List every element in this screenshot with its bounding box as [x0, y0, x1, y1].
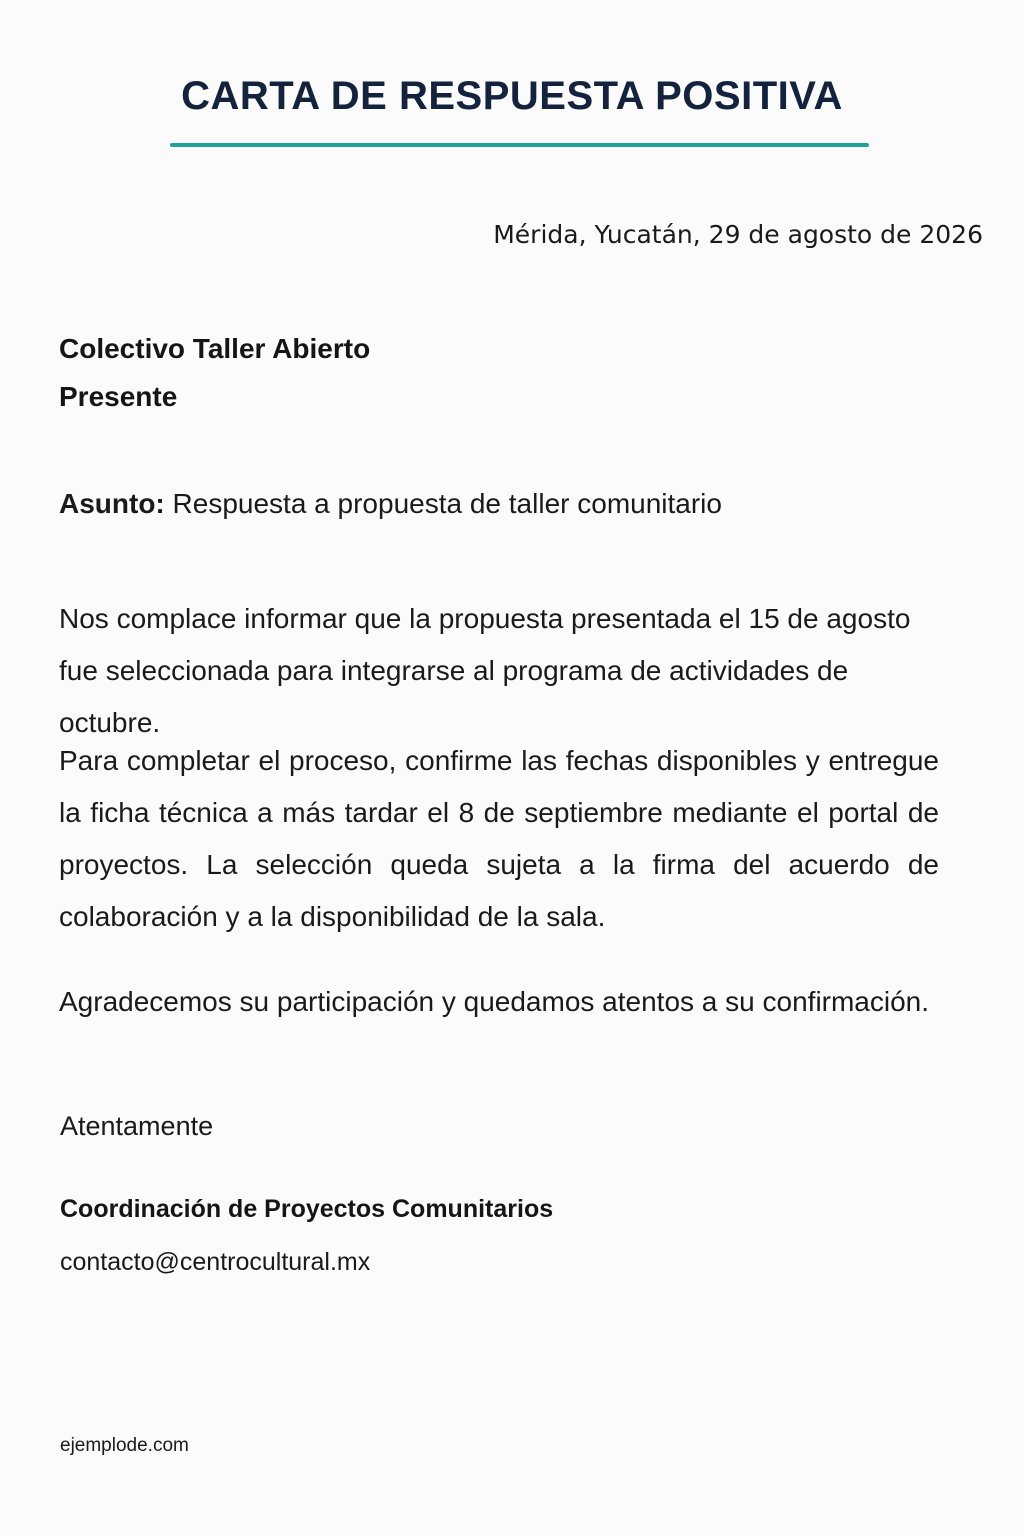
recipient-name: Colectivo Taller Abierto	[59, 333, 371, 364]
subject-line	[59, 484, 722, 524]
title-underline-rule	[170, 143, 869, 147]
recipient-salutation: Presente	[59, 381, 178, 412]
body-paragraph-3: Agradecemos su participación y quedamos atentos a su confirmación.	[59, 986, 930, 1017]
subject-text: Respuesta a propuesta de taller comunitario	[164, 488, 722, 519]
recipient-block	[59, 325, 370, 421]
subject-label: Asunto:	[59, 488, 165, 519]
place-date: Mérida, Yucatán, 29 de agosto de 2026	[493, 220, 983, 249]
letter-title: CARTA DE RESPUESTA POSITIVA	[181, 74, 843, 118]
signer-name: Coordinación de Proyectos Comunitarios	[60, 1195, 554, 1223]
closing-phrase: Atentamente	[60, 1111, 214, 1141]
body-paragraph-2: Para completar el proceso, confirme las fechas disponibles y entregue la ficha técnica a más tardar el 8 de septiembre mediante el portal de proyectos. La selección queda sujeta a la firma del acuerdo de colaboración y a la disponibilidad de la sala.	[59, 745, 939, 932]
body-paragraph-1: Nos complace informar que la propuesta presentada el 15 de agosto fue seleccionada para integrarse al programa de actividades de octubre.	[59, 603, 911, 738]
contact-email: contacto@centrocultural.mx	[60, 1248, 371, 1276]
footer-website: ejemplode.com	[60, 1435, 189, 1456]
